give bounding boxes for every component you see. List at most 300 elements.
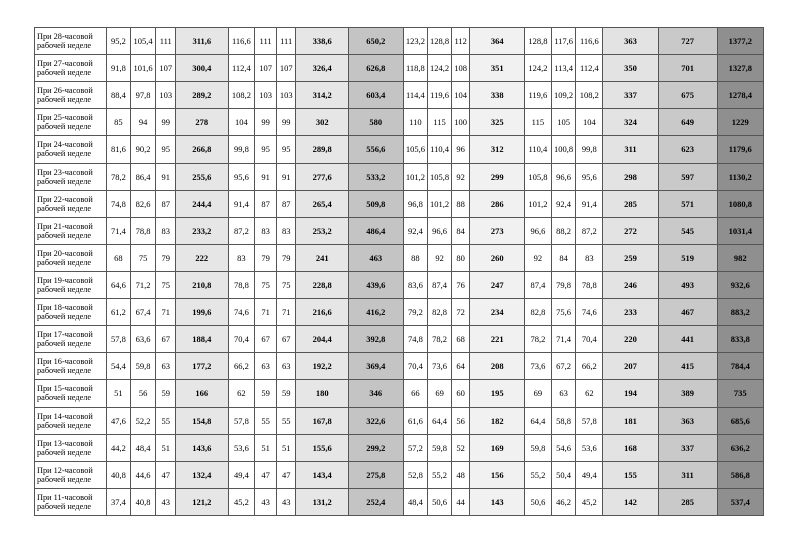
table-cell: 208 (470, 353, 525, 380)
table-cell: 64,6 (107, 271, 131, 298)
table-cell: 53,6 (576, 434, 603, 461)
table-cell: 59,8 (130, 353, 156, 380)
table-cell: 83 (228, 244, 255, 271)
table-cell: 244,4 (176, 190, 229, 217)
table-cell: 1377,2 (717, 28, 763, 55)
table-cell: 91,8 (107, 55, 131, 82)
table-cell: 71,2 (130, 271, 156, 298)
table-cell: 701 (658, 55, 717, 82)
table-cell: 177,2 (176, 353, 229, 380)
table-cell: 735 (717, 380, 763, 407)
table-cell: 84 (551, 244, 576, 271)
table-cell: 302 (296, 109, 349, 136)
table-cell: 1229 (717, 109, 763, 136)
table-cell: 99,8 (228, 136, 255, 163)
table-cell: 101,2 (428, 190, 452, 217)
table-cell: 298 (603, 163, 659, 190)
table-cell: 105,8 (525, 163, 552, 190)
table-row (35, 299, 764, 326)
table-cell: 79,8 (551, 271, 576, 298)
table-cell: 104 (451, 82, 470, 109)
table-cell: 112 (451, 28, 470, 55)
table-cell: 43 (255, 488, 277, 515)
table-cell: 50,4 (551, 461, 576, 488)
table-cell: 76 (451, 271, 470, 298)
table-cell: 324 (603, 109, 659, 136)
table-cell: 83 (576, 244, 603, 271)
table-cell: 81,6 (107, 136, 131, 163)
table-cell: 85 (107, 109, 131, 136)
table-cell: 87 (255, 190, 277, 217)
table-cell: 63 (551, 380, 576, 407)
row-label: При 24-часовой рабочей неделе (35, 136, 107, 163)
table-cell: 78,8 (576, 271, 603, 298)
table-cell: 533,2 (348, 163, 403, 190)
table-cell: 192,2 (296, 353, 349, 380)
table-cell: 44,6 (130, 461, 156, 488)
table-cell: 932,6 (717, 271, 763, 298)
table-row (35, 353, 764, 380)
table-cell: 188,4 (176, 326, 229, 353)
table-cell: 311 (603, 136, 659, 163)
table-cell: 259 (603, 244, 659, 271)
table-cell: 95,2 (107, 28, 131, 55)
table-cell: 49,4 (228, 461, 255, 488)
table-cell: 123,2 (403, 28, 428, 55)
table-cell: 166 (176, 380, 229, 407)
table-row (35, 82, 764, 109)
table-cell: 99 (276, 109, 296, 136)
table-cell: 285 (658, 488, 717, 515)
table-cell: 311 (658, 461, 717, 488)
table-cell: 314,2 (296, 82, 349, 109)
table-cell: 48,4 (130, 434, 156, 461)
table-cell: 221 (470, 326, 525, 353)
row-label: При 23-часовой рабочей неделе (35, 163, 107, 190)
table-cell: 64 (451, 353, 470, 380)
table-cell: 182 (470, 407, 525, 434)
table-cell: 167,8 (296, 407, 349, 434)
table-cell: 99,8 (576, 136, 603, 163)
table-cell: 56 (451, 407, 470, 434)
table-cell: 91 (156, 163, 176, 190)
table-cell: 99 (255, 109, 277, 136)
table-cell: 883,2 (717, 299, 763, 326)
table-cell: 82,6 (130, 190, 156, 217)
table-cell: 337 (603, 82, 659, 109)
table-cell: 45,2 (576, 488, 603, 515)
table-cell: 246 (603, 271, 659, 298)
table-cell: 833,8 (717, 326, 763, 353)
table-cell: 82,8 (428, 299, 452, 326)
table-cell: 92 (451, 163, 470, 190)
table-cell: 83,6 (403, 271, 428, 298)
table-row (35, 55, 764, 82)
table-cell: 87 (156, 190, 176, 217)
table-cell: 132,4 (176, 461, 229, 488)
table-cell: 57,8 (107, 326, 131, 353)
table-row (35, 217, 764, 244)
table-cell: 545 (658, 217, 717, 244)
table-cell: 43 (276, 488, 296, 515)
table-cell: 94 (130, 109, 156, 136)
table-cell: 727 (658, 28, 717, 55)
table-cell: 83 (255, 217, 277, 244)
table-cell: 112,4 (228, 55, 255, 82)
table-cell: 299,2 (348, 434, 403, 461)
table-cell: 79 (255, 244, 277, 271)
table-cell: 37,4 (107, 488, 131, 515)
table-cell: 92 (428, 244, 452, 271)
table-cell: 338,6 (296, 28, 349, 55)
table-cell: 57,2 (403, 434, 428, 461)
table-cell: 75 (156, 271, 176, 298)
table-cell: 57,8 (228, 407, 255, 434)
table-cell: 69 (525, 380, 552, 407)
row-label: При 26-часовой рабочей неделе (35, 82, 107, 109)
row-label: При 20-часовой рабочей неделе (35, 244, 107, 271)
table-cell: 597 (658, 163, 717, 190)
table-cell: 92,4 (551, 190, 576, 217)
table-cell: 80 (451, 244, 470, 271)
table-cell: 53,6 (228, 434, 255, 461)
table-row (35, 190, 764, 217)
row-label: При 25-часовой рабочей неделе (35, 109, 107, 136)
table-cell: 1327,8 (717, 55, 763, 82)
table-cell: 104 (576, 109, 603, 136)
table-cell: 46,2 (551, 488, 576, 515)
table-cell: 75 (255, 271, 277, 298)
table-cell: 78,8 (228, 271, 255, 298)
table-cell: 234 (470, 299, 525, 326)
table-cell: 68 (107, 244, 131, 271)
table-cell: 180 (296, 380, 349, 407)
table-cell: 111 (255, 28, 277, 55)
table-row (35, 271, 764, 298)
table-cell: 363 (658, 407, 717, 434)
table-cell: 111 (276, 28, 296, 55)
table-cell: 486,4 (348, 217, 403, 244)
table-cell: 571 (658, 190, 717, 217)
table-cell: 56 (130, 380, 156, 407)
table-cell: 108,2 (576, 82, 603, 109)
table-cell: 272 (603, 217, 659, 244)
table-row (35, 461, 764, 488)
table-cell: 92 (525, 244, 552, 271)
table-cell: 114,4 (403, 82, 428, 109)
table-cell: 369,4 (348, 353, 403, 380)
table-cell: 101,6 (130, 55, 156, 82)
table-cell: 47,6 (107, 407, 131, 434)
table-cell: 649 (658, 109, 717, 136)
table-cell: 96,8 (403, 190, 428, 217)
table-cell: 79,2 (403, 299, 428, 326)
table-cell: 68 (451, 326, 470, 353)
table-cell: 364 (470, 28, 525, 55)
table-cell: 59 (255, 380, 277, 407)
table-cell: 104 (228, 109, 255, 136)
row-label: При 11-часовой рабочей неделе (35, 488, 107, 515)
table-cell: 95,6 (576, 163, 603, 190)
table-cell: 71,4 (107, 217, 131, 244)
table-cell: 580 (348, 109, 403, 136)
table-cell: 326,4 (296, 55, 349, 82)
table-cell: 96 (451, 136, 470, 163)
table-cell: 1130,2 (717, 163, 763, 190)
table-cell: 74,8 (403, 326, 428, 353)
table-cell: 273 (470, 217, 525, 244)
table-cell: 91 (255, 163, 277, 190)
table-cell: 103 (255, 82, 277, 109)
table-cell: 982 (717, 244, 763, 271)
table-cell: 228,8 (296, 271, 349, 298)
table-cell: 519 (658, 244, 717, 271)
table-cell: 181 (603, 407, 659, 434)
table-cell: 118,8 (403, 55, 428, 82)
table-cell: 48 (451, 461, 470, 488)
table-cell: 74,8 (107, 190, 131, 217)
table-cell: 88,4 (107, 82, 131, 109)
table-row (35, 136, 764, 163)
table-cell: 253,2 (296, 217, 349, 244)
table-cell: 117,6 (551, 28, 576, 55)
table-cell: 71 (255, 299, 277, 326)
table-cell: 78,2 (525, 326, 552, 353)
table-cell: 66 (403, 380, 428, 407)
table-cell: 493 (658, 271, 717, 298)
table-cell: 54,4 (107, 353, 131, 380)
table-cell: 131,2 (296, 488, 349, 515)
table-cell: 115 (428, 109, 452, 136)
table-cell: 1031,4 (717, 217, 763, 244)
row-label: При 15-часовой рабочей неделе (35, 380, 107, 407)
table-cell: 100 (451, 109, 470, 136)
table-cell: 62 (576, 380, 603, 407)
table-cell: 91 (276, 163, 296, 190)
table-cell: 88 (403, 244, 428, 271)
table-cell: 63 (255, 353, 277, 380)
table-cell: 71,4 (551, 326, 576, 353)
table-cell: 95 (276, 136, 296, 163)
table-cell: 467 (658, 299, 717, 326)
table-cell: 67,2 (551, 353, 576, 380)
table-row (35, 109, 764, 136)
table-cell: 119,6 (428, 82, 452, 109)
table-cell: 96,6 (428, 217, 452, 244)
table-cell: 636,2 (717, 434, 763, 461)
table-cell: 103 (156, 82, 176, 109)
table-cell: 108,2 (228, 82, 255, 109)
table-cell: 59,8 (428, 434, 452, 461)
table-cell: 74,6 (228, 299, 255, 326)
table-cell: 255,6 (176, 163, 229, 190)
table-cell: 54,6 (551, 434, 576, 461)
table-cell: 52,2 (130, 407, 156, 434)
table-cell: 119,6 (525, 82, 552, 109)
table-cell: 90,2 (130, 136, 156, 163)
table-cell: 116,6 (576, 28, 603, 55)
table-cell: 71 (156, 299, 176, 326)
table-row (35, 326, 764, 353)
table-cell: 143 (470, 488, 525, 515)
table-cell: 66,2 (228, 353, 255, 380)
table-cell: 1179,6 (717, 136, 763, 163)
table-cell: 96,6 (525, 217, 552, 244)
row-label: При 28-часовой рабочей неделе (35, 28, 107, 55)
table-cell: 110,4 (525, 136, 552, 163)
table-row (35, 28, 764, 55)
table-cell: 105,8 (428, 163, 452, 190)
row-label: При 14-часовой рабочей неделе (35, 407, 107, 434)
table-cell: 623 (658, 136, 717, 163)
table-cell: 325 (470, 109, 525, 136)
table-cell: 69 (428, 380, 452, 407)
table-cell: 675 (658, 82, 717, 109)
table-cell: 47 (276, 461, 296, 488)
table-cell: 586,8 (717, 461, 763, 488)
table-cell: 392,8 (348, 326, 403, 353)
row-label: При 17-часовой рабочей неделе (35, 326, 107, 353)
table-cell: 50,6 (525, 488, 552, 515)
table-cell: 67 (255, 326, 277, 353)
table-cell: 142 (603, 488, 659, 515)
table-cell: 61,2 (107, 299, 131, 326)
table-cell: 43 (156, 488, 176, 515)
table-cell: 241 (296, 244, 349, 271)
table-cell: 99 (156, 109, 176, 136)
table-cell: 233,2 (176, 217, 229, 244)
table-cell: 389 (658, 380, 717, 407)
table-cell: 156 (470, 461, 525, 488)
table-cell: 685,6 (717, 407, 763, 434)
row-label: При 13-часовой рабочей неделе (35, 434, 107, 461)
table-row (35, 407, 764, 434)
table-cell: 194 (603, 380, 659, 407)
table-cell: 265,4 (296, 190, 349, 217)
table-cell: 63 (156, 353, 176, 380)
table-cell: 252,4 (348, 488, 403, 515)
table-cell: 111 (156, 28, 176, 55)
table-cell: 84 (451, 217, 470, 244)
row-label: При 12-часовой рабочей неделе (35, 461, 107, 488)
table-cell: 48,4 (403, 488, 428, 515)
table-cell: 537,4 (717, 488, 763, 515)
table-cell: 62 (228, 380, 255, 407)
table-cell: 92,4 (403, 217, 428, 244)
table-cell: 44 (451, 488, 470, 515)
table-cell: 204,4 (296, 326, 349, 353)
table-cell: 95,6 (228, 163, 255, 190)
table-cell: 55 (255, 407, 277, 434)
row-label: При 22-часовой рабочей неделе (35, 190, 107, 217)
table-cell: 50,6 (428, 488, 452, 515)
table-cell: 210,8 (176, 271, 229, 298)
table-cell: 195 (470, 380, 525, 407)
table-cell: 67,4 (130, 299, 156, 326)
working-hours-table (34, 27, 764, 516)
table-cell: 311,6 (176, 28, 229, 55)
table-cell: 52 (451, 434, 470, 461)
table-body (35, 28, 764, 516)
table-cell: 322,6 (348, 407, 403, 434)
table-cell: 107 (276, 55, 296, 82)
table-cell: 63 (276, 353, 296, 380)
table-cell: 75,6 (551, 299, 576, 326)
table-cell: 155 (603, 461, 659, 488)
table-cell: 351 (470, 55, 525, 82)
table-cell: 346 (348, 380, 403, 407)
table-cell: 350 (603, 55, 659, 82)
table-cell: 233 (603, 299, 659, 326)
table-cell: 45,2 (228, 488, 255, 515)
table-cell: 40,8 (107, 461, 131, 488)
table-cell: 603,4 (348, 82, 403, 109)
table-cell: 101,2 (525, 190, 552, 217)
table-cell: 143,6 (176, 434, 229, 461)
table-cell: 121,2 (176, 488, 229, 515)
table-cell: 278 (176, 109, 229, 136)
table-cell: 103 (276, 82, 296, 109)
table-cell: 110,4 (428, 136, 452, 163)
row-label: При 16-часовой рабочей неделе (35, 353, 107, 380)
table-cell: 113,4 (551, 55, 576, 82)
table-cell: 154,8 (176, 407, 229, 434)
table-cell: 116,6 (228, 28, 255, 55)
table-cell: 169 (470, 434, 525, 461)
table-cell: 67 (156, 326, 176, 353)
table-row (35, 163, 764, 190)
row-label: При 27-часовой рабочей неделе (35, 55, 107, 82)
table-cell: 124,2 (428, 55, 452, 82)
table-cell: 266,8 (176, 136, 229, 163)
row-label: При 21-часовой рабочей неделе (35, 217, 107, 244)
table-cell: 105 (551, 109, 576, 136)
table-cell: 95 (255, 136, 277, 163)
table-cell: 72 (451, 299, 470, 326)
table-cell: 289,8 (296, 136, 349, 163)
table-cell: 70,4 (403, 353, 428, 380)
table-cell: 286 (470, 190, 525, 217)
table-cell: 47 (156, 461, 176, 488)
table-cell: 88 (451, 190, 470, 217)
table-cell: 439,6 (348, 271, 403, 298)
table-cell: 87 (276, 190, 296, 217)
table-cell: 87,4 (525, 271, 552, 298)
table-cell: 1278,4 (717, 82, 763, 109)
table-cell: 95 (156, 136, 176, 163)
table-cell: 509,8 (348, 190, 403, 217)
table-cell: 105,6 (403, 136, 428, 163)
table-cell: 86,4 (130, 163, 156, 190)
row-label: При 19-часовой рабочей неделе (35, 271, 107, 298)
table-cell: 55 (156, 407, 176, 434)
table-cell: 55,2 (428, 461, 452, 488)
table-cell: 199,6 (176, 299, 229, 326)
table-row (35, 434, 764, 461)
table-cell: 115 (525, 109, 552, 136)
table-cell: 289,2 (176, 82, 229, 109)
table-cell: 75 (276, 271, 296, 298)
table-cell: 88,2 (551, 217, 576, 244)
table-cell: 55 (276, 407, 296, 434)
table-cell: 107 (156, 55, 176, 82)
table-cell: 87,2 (576, 217, 603, 244)
table-cell: 57,8 (576, 407, 603, 434)
table-cell: 83 (276, 217, 296, 244)
table-cell: 650,2 (348, 28, 403, 55)
table-cell: 82,8 (525, 299, 552, 326)
table-cell: 207 (603, 353, 659, 380)
